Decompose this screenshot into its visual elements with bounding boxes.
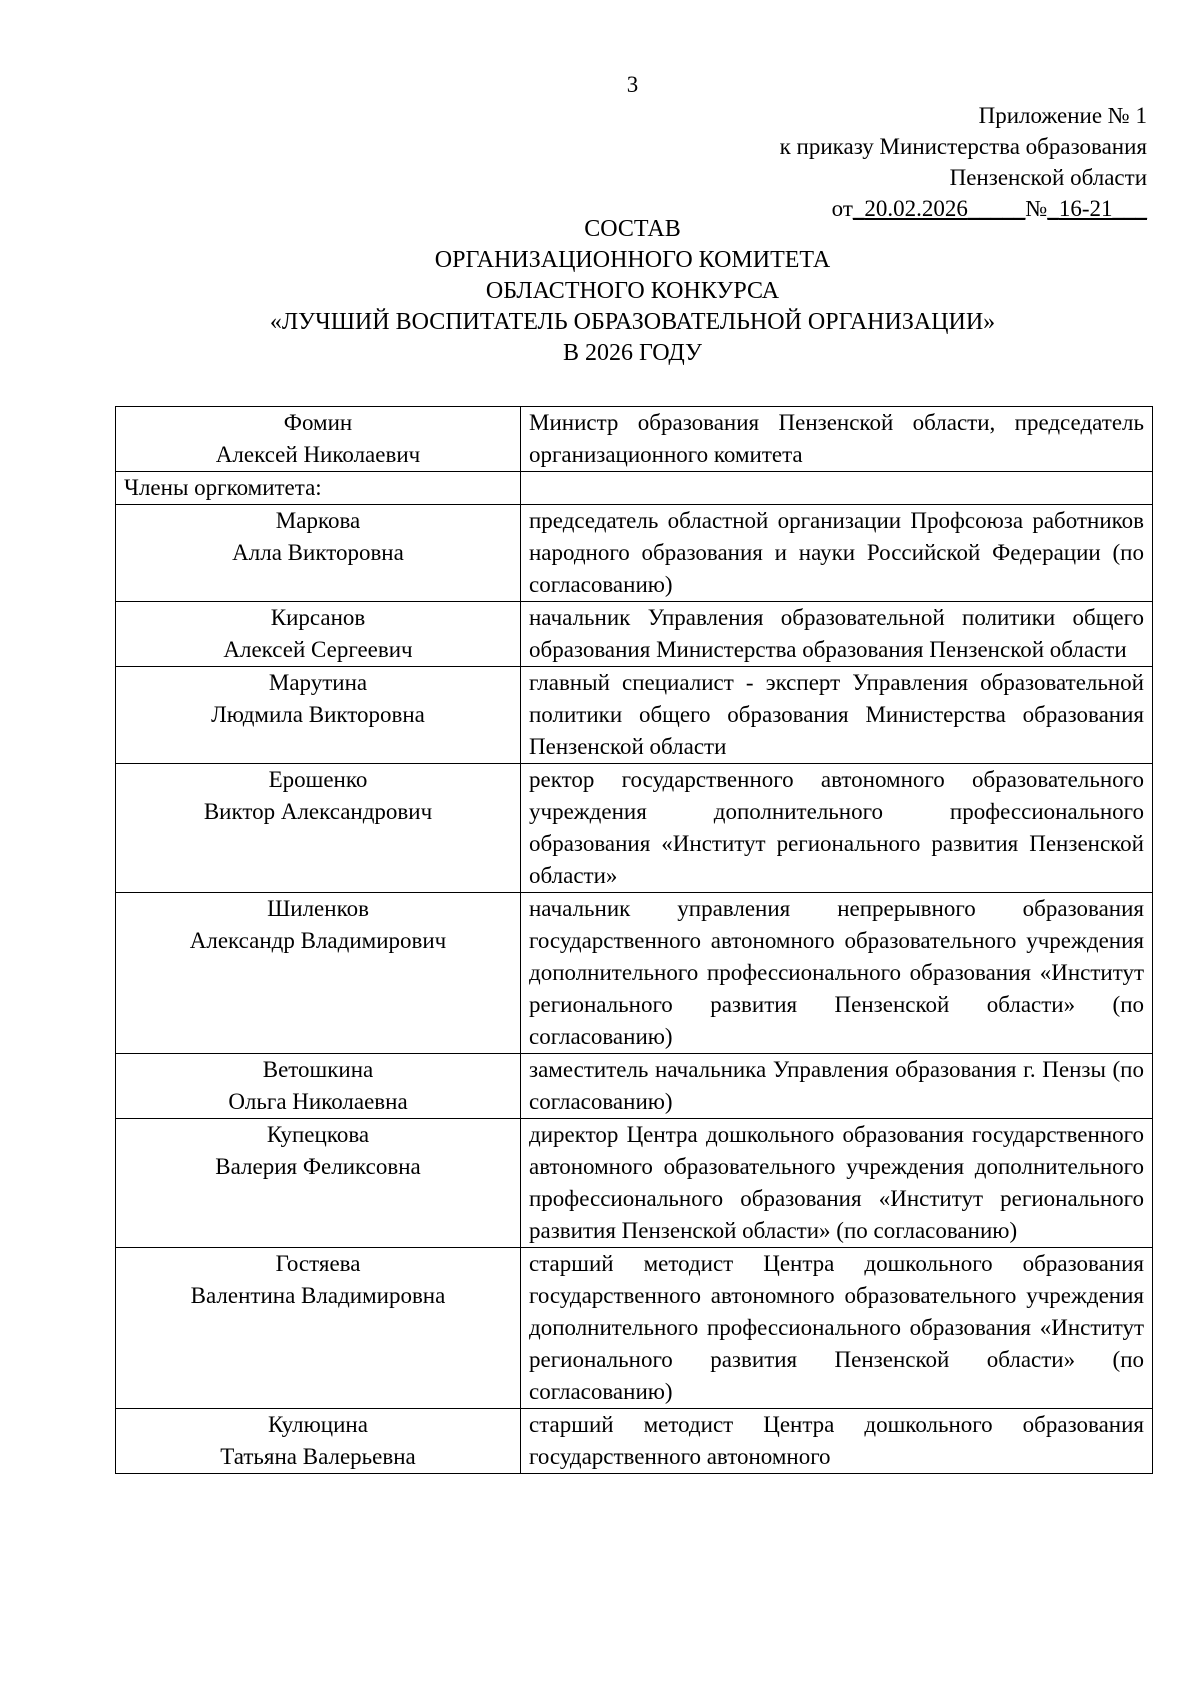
member-name-cell bbox=[116, 667, 521, 764]
member-surname: Купецкова bbox=[266, 1122, 370, 1147]
member-role: председатель областной организации Профсоюза работников народного образования и науки Российской Федерации (по согласованию) bbox=[521, 505, 1153, 602]
table-row bbox=[116, 1248, 1153, 1409]
member-surname: Кирсанов bbox=[270, 605, 366, 630]
member-surname: Марутина bbox=[268, 670, 368, 695]
member-name-cell bbox=[116, 602, 521, 667]
table-row bbox=[116, 505, 1153, 602]
member-surname: Шиленков bbox=[267, 896, 369, 921]
appendix-title: Приложение № 1 bbox=[978, 103, 1147, 128]
member-given-name: Алексей Сергеевич bbox=[223, 637, 413, 662]
member-name-cell bbox=[116, 1248, 521, 1409]
member-name-cell bbox=[116, 764, 521, 893]
member-surname: Гостяева bbox=[275, 1251, 361, 1276]
member-role: старший методист Центра дошкольного образования государственного автономного образовательного учреждения дополнительного профессионального образования «Институт регионального развития Пензенской области» (по согласованию) bbox=[521, 1248, 1153, 1409]
members-label: Члены оргкомитета: bbox=[116, 472, 521, 505]
member-given-name: Людмила Викторовна bbox=[211, 702, 425, 727]
member-name-cell bbox=[116, 893, 521, 1054]
order-number: _16-21___ bbox=[1047, 196, 1147, 221]
date-prefix: от bbox=[831, 196, 853, 221]
table-row bbox=[116, 602, 1153, 667]
title-line-5: В 2026 ГОДУ bbox=[562, 340, 703, 366]
title-line-1: СОСТАВ bbox=[584, 216, 681, 242]
appendix-header bbox=[780, 100, 1147, 224]
table-row bbox=[116, 1054, 1153, 1119]
chair-given-name: Алексей Николаевич bbox=[215, 442, 421, 467]
appendix-region: Пензенской области bbox=[949, 165, 1147, 190]
member-given-name: Валентина Владимировна bbox=[190, 1283, 446, 1308]
member-role: ректор государственного автономного образовательного учреждения дополнительного профессионального образования «Институт регионального развития Пензенской области» bbox=[521, 764, 1153, 893]
member-name-cell bbox=[116, 1119, 521, 1248]
title-line-3: ОБЛАСТНОГО КОНКУРСА bbox=[485, 278, 780, 304]
appendix-order-ref: к приказу Министерства образования bbox=[779, 134, 1147, 159]
member-name-cell bbox=[116, 1409, 521, 1474]
member-given-name: Алла Викторовна bbox=[232, 540, 404, 565]
member-role: начальник Управления образовательной политики общего образования Министерства образования Пензенской области bbox=[521, 602, 1153, 667]
chair-name-cell bbox=[116, 407, 521, 472]
table-row bbox=[116, 764, 1153, 893]
member-surname: Ветошкина bbox=[262, 1057, 374, 1082]
table-row bbox=[116, 1119, 1153, 1248]
member-given-name: Татьяна Валерьевна bbox=[220, 1444, 416, 1469]
document-title bbox=[0, 214, 1200, 369]
member-surname: Ерошенко bbox=[268, 767, 368, 792]
member-given-name: Александр Владимирович bbox=[189, 928, 447, 953]
member-given-name: Ольга Николаевна bbox=[228, 1089, 408, 1114]
committee-table bbox=[115, 406, 1153, 1474]
member-role: главный специалист - эксперт Управления образовательной политики общего образования Министерства образования Пензенской области bbox=[521, 667, 1153, 764]
page-number: 3 bbox=[626, 72, 639, 97]
members-label-empty-cell bbox=[521, 472, 1153, 505]
table-row bbox=[116, 1409, 1153, 1474]
member-name-cell bbox=[116, 505, 521, 602]
member-role: старший методист Центра дошкольного образования государственного автономного bbox=[521, 1409, 1153, 1474]
member-role: директор Центра дошкольного образования государственного автономного образовательного учреждения дополнительного профессионального образования «Институт регионального развития Пензенской области» (по согласованию) bbox=[521, 1119, 1153, 1248]
member-given-name: Виктор Александрович bbox=[203, 799, 433, 824]
member-surname: Маркова bbox=[275, 508, 361, 533]
table-row bbox=[116, 667, 1153, 764]
title-line-2: ОРГАНИЗАЦИОННОГО КОМИТЕТА bbox=[434, 247, 831, 273]
table-row-chair bbox=[116, 407, 1153, 472]
number-prefix: № bbox=[1025, 196, 1048, 221]
order-date: _20.02.2026_____ bbox=[852, 196, 1026, 221]
chair-surname: Фомин bbox=[283, 410, 353, 435]
member-name-cell bbox=[116, 1054, 521, 1119]
member-given-name: Валерия Феликсовна bbox=[215, 1154, 421, 1179]
member-surname: Кулюцина bbox=[268, 1412, 368, 1437]
member-role: заместитель начальника Управления образования г. Пензы (по согласованию) bbox=[521, 1054, 1153, 1119]
member-role: начальник управления непрерывного образования государственного автономного образовательного учреждения дополнительного профессионального образования «Институт регионального развития Пензенской области» (по согласованию) bbox=[521, 893, 1153, 1054]
table-row-members-label bbox=[116, 472, 1153, 505]
title-line-4: «ЛУЧШИЙ ВОСПИТАТЕЛЬ ОБРАЗОВАТЕЛЬНОЙ ОРГАНИЗАЦИИ» bbox=[269, 309, 996, 335]
chair-role: Министр образования Пензенской области, председатель организационного комитета bbox=[521, 407, 1153, 472]
table-row bbox=[116, 893, 1153, 1054]
